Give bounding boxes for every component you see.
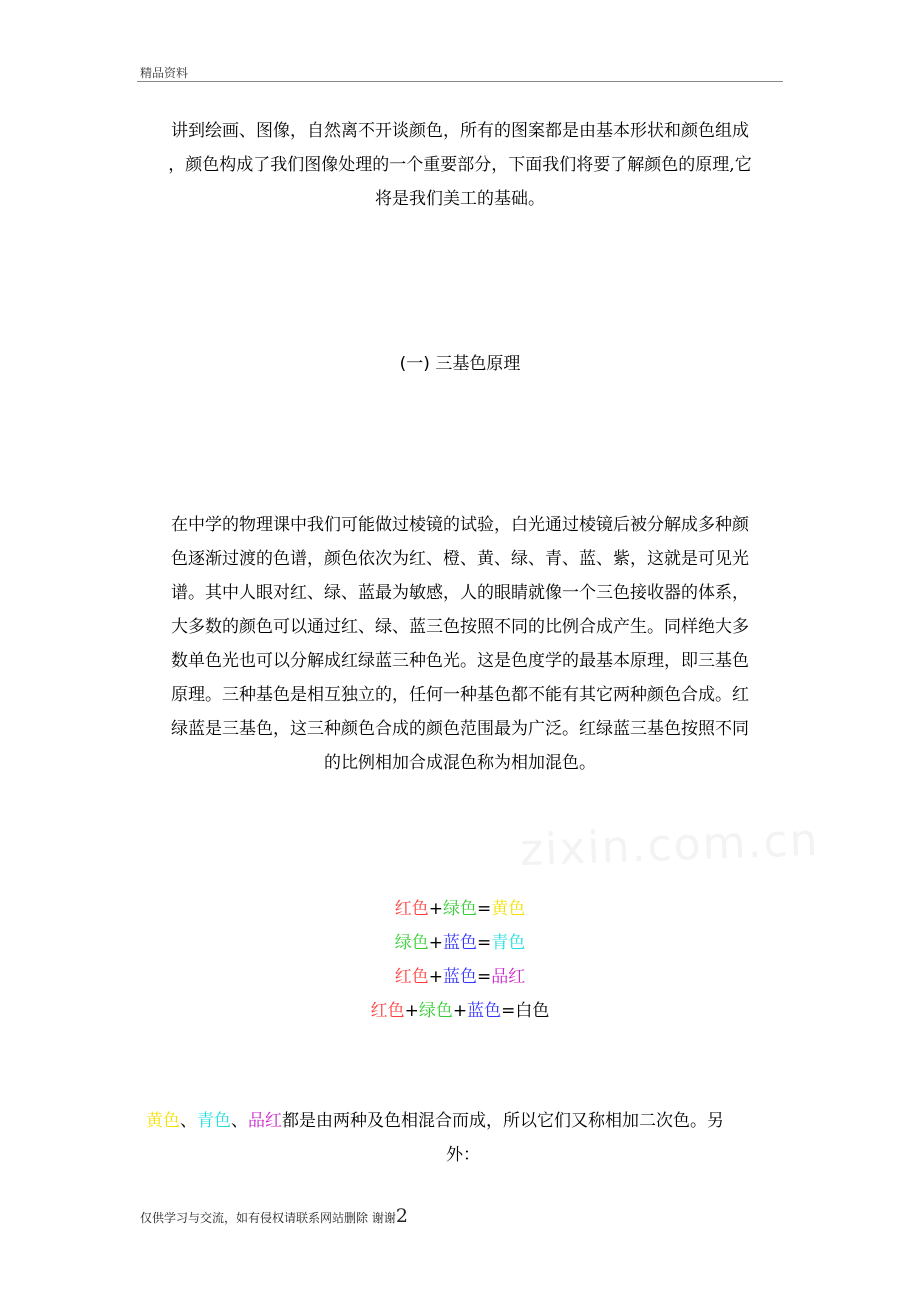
body-line: 的比例相加合成混色称为相加混色。 — [324, 753, 596, 773]
section-heading: (一) 三基色原理 — [399, 354, 521, 374]
term-green: 绿色 — [394, 933, 429, 953]
separator: 、 — [180, 1111, 197, 1131]
closing-paragraph — [146, 1104, 780, 1172]
watermark: zixin.com.cn — [519, 814, 821, 877]
page-header: 精品资料 — [140, 66, 189, 80]
equation-red-green — [140, 892, 780, 926]
plus-sign: + — [428, 967, 443, 987]
term-cyan: 青色 — [197, 1111, 231, 1131]
term-red: 红色 — [394, 899, 429, 919]
term-blue: 蓝色 — [443, 967, 477, 987]
body-line: 绿蓝是三基色，这三种颜色合成的颜色范围最为广泛。红绿蓝三基色按照不同 — [171, 719, 749, 739]
intro-line: ，颜色构成了我们图像处理的一个重要部分，下面我们将要了解颜色的原理,它 — [168, 155, 752, 175]
body-line: 大多数的颜色可以通过红、绿、蓝三色按照不同的比例合成产生。同样绝大多 — [171, 617, 749, 637]
body-line: 数单色光也可以分解成红绿蓝三种色光。这是色度学的最基本原理，即三基色 — [171, 651, 749, 671]
intro-line: 将是我们美工的基础。 — [375, 189, 545, 209]
term-red: 红色 — [370, 1001, 405, 1021]
page-footer — [140, 1205, 408, 1227]
term-green: 绿色 — [443, 899, 477, 919]
term-green: 绿色 — [418, 1001, 453, 1021]
separator: 、 — [231, 1111, 248, 1131]
body-line: 原理。三种基色是相互独立的，任何一种基色都不能有其它两种颜色合成。红 — [171, 685, 749, 705]
closing-line-2: 外： — [446, 1145, 480, 1165]
header-divider — [137, 81, 783, 82]
plus-sign: + — [428, 899, 443, 919]
result-yellow: 黄色 — [491, 899, 526, 919]
equals-sign: = — [501, 1001, 516, 1021]
plus-sign: + — [452, 1001, 468, 1021]
body-paragraph — [140, 508, 780, 780]
intro-line: 讲到绘画、图像，自然离不开谈颜色，所有的图案都是由基本形状和颜色组成 — [171, 121, 749, 141]
term-blue: 蓝色 — [467, 1001, 502, 1021]
term-red: 红色 — [394, 967, 429, 987]
result-magenta: 品红 — [491, 967, 526, 987]
term-blue: 蓝色 — [443, 933, 477, 953]
plus-sign: + — [404, 1001, 419, 1021]
body-line: 谱。其中人眼对红、绿、蓝最为敏感，人的眼睛就像一个三色接收器的体系， — [171, 583, 749, 603]
page-number: 2 — [395, 1205, 408, 1227]
footer-notice: 仅供学习与交流，如有侵权请联系网站删除 谢谢 — [140, 1211, 396, 1225]
term-yellow: 黄色 — [146, 1111, 180, 1131]
body-line: 在中学的物理课中我们可能做过棱镜的试验，白光通过棱镜后被分解成多种颜 — [171, 515, 749, 535]
plus-sign: + — [428, 933, 443, 953]
equation-red-green-blue — [140, 994, 780, 1028]
body-line: 色逐渐过渡的色谱，颜色依次为红、橙、黄、绿、青、蓝、紫，这就是可见光 — [171, 549, 749, 569]
result-white: 白色 — [515, 1001, 550, 1021]
equals-sign: = — [477, 899, 492, 919]
intro-paragraph — [140, 114, 780, 216]
term-magenta: 品红 — [248, 1111, 282, 1131]
closing-text: 都是由两种及色相混合而成，所以它们又称相加二次色。另 — [282, 1111, 724, 1131]
equation-green-blue — [140, 926, 780, 960]
color-equations — [140, 892, 780, 1028]
result-cyan: 青色 — [491, 933, 526, 953]
equals-sign: = — [477, 967, 492, 987]
equation-red-blue — [140, 960, 780, 994]
equals-sign: = — [477, 933, 492, 953]
